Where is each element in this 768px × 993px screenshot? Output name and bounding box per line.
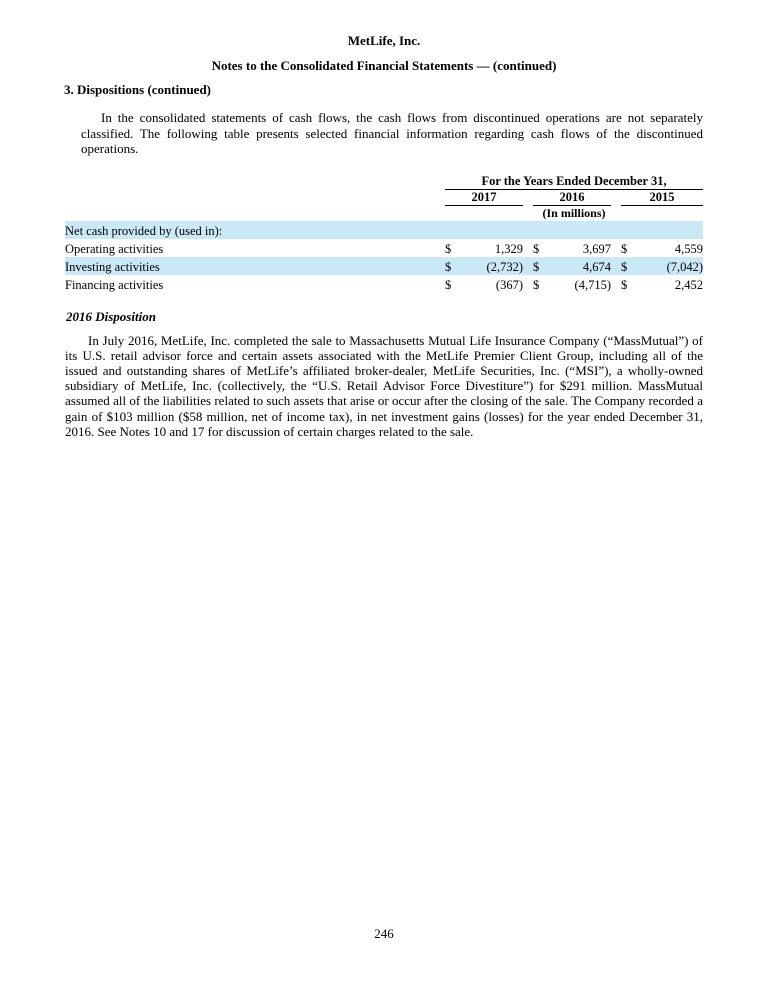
value-cell-2015: (7,042) bbox=[666, 259, 704, 274]
disposition-paragraph: In July 2016, MetLife, Inc. completed the sale to Massachusetts Mutual Life Insurance Company (“MassMutual”) of its U.S. retail advisor force and certain assets associated with the MetLife Premier Client Group, including all of the issued and outstanding shares of MetLife’s affiliated broker-dealer, MetLife Securities, Inc. (“MSI”), a wholly-owned subsidiary of MetLife, Inc. (collectively, the “U.S. Retail Advisor Force Divestiture”) for $291 million. MassMutual assumed all of the liabilities related to such assets that arise or occur after the closing of the sale. The Company recorded a gain of $103 million ($58 million, net of income tax), in net investment gains (losses) for the year ended December 31, 2016. See Notes 10 and 17 for discussion of certain charges related to the sale. bbox=[65, 332, 703, 439]
column-gap bbox=[611, 275, 621, 293]
row-label: Operating activities bbox=[65, 241, 164, 256]
spacer-cell bbox=[65, 189, 445, 205]
currency-symbol: $ bbox=[533, 241, 540, 256]
row-label: Investing activities bbox=[65, 259, 160, 274]
column-gap bbox=[523, 189, 533, 205]
document-subtitle: Notes to the Consolidated Financial Statements — (continued) bbox=[211, 58, 557, 73]
group-row-label: Net cash provided by (used in): bbox=[65, 223, 223, 238]
column-gap bbox=[611, 189, 621, 205]
column-gap bbox=[523, 239, 533, 257]
column-gap bbox=[611, 257, 621, 275]
subsection-heading: 2016 Disposition bbox=[66, 308, 156, 324]
table-row-investing bbox=[65, 257, 703, 275]
table-row-financing bbox=[65, 275, 703, 293]
value-cell-2017: (2,732) bbox=[486, 259, 523, 274]
value-cell-2017: (367) bbox=[495, 277, 523, 292]
currency-symbol: $ bbox=[445, 277, 452, 292]
column-gap bbox=[523, 257, 533, 275]
value-cell-2015: 2,452 bbox=[674, 277, 704, 292]
currency-symbol: $ bbox=[533, 259, 540, 274]
units-row bbox=[65, 205, 703, 221]
value-cell-2016: 4,674 bbox=[582, 259, 611, 274]
spacer-cell bbox=[65, 205, 445, 221]
intro-paragraph: In the consolidated statements of cash flows, the cash flows from discontinued operations are not separately classified. The following table presents selected financial information regarding cash flows of the discontinued operations. bbox=[81, 110, 703, 156]
value-cell-2017: 1,329 bbox=[494, 241, 523, 256]
period-header: For the Years Ended December 31, bbox=[445, 174, 703, 190]
year-header-row bbox=[65, 189, 703, 205]
year-header-2017: 2017 bbox=[445, 189, 523, 205]
value-cell-2016: (4,715) bbox=[574, 277, 611, 292]
section-heading: 3. Dispositions (continued) bbox=[64, 82, 211, 97]
currency-symbol: $ bbox=[621, 259, 628, 274]
value-cell-2015: 4,559 bbox=[674, 241, 704, 256]
row-label: Financing activities bbox=[65, 277, 164, 292]
units-note: (In millions) bbox=[542, 205, 606, 220]
year-header-2016: 2016 bbox=[533, 189, 611, 205]
spacer-cell bbox=[65, 174, 445, 190]
currency-symbol: $ bbox=[621, 241, 628, 256]
cash-flow-table bbox=[65, 174, 703, 293]
currency-symbol: $ bbox=[621, 277, 628, 292]
page-number: 246 bbox=[374, 926, 394, 941]
document-title: MetLife, Inc. bbox=[347, 33, 421, 48]
year-header-2015: 2015 bbox=[621, 189, 703, 205]
group-row bbox=[65, 221, 703, 239]
column-gap bbox=[611, 239, 621, 257]
column-gap bbox=[523, 275, 533, 293]
value-cell-2016: 3,697 bbox=[582, 241, 611, 256]
period-header-row bbox=[65, 174, 703, 190]
currency-symbol: $ bbox=[533, 277, 540, 292]
currency-symbol: $ bbox=[445, 259, 452, 274]
currency-symbol: $ bbox=[445, 241, 452, 256]
table-row-operating bbox=[65, 239, 703, 257]
